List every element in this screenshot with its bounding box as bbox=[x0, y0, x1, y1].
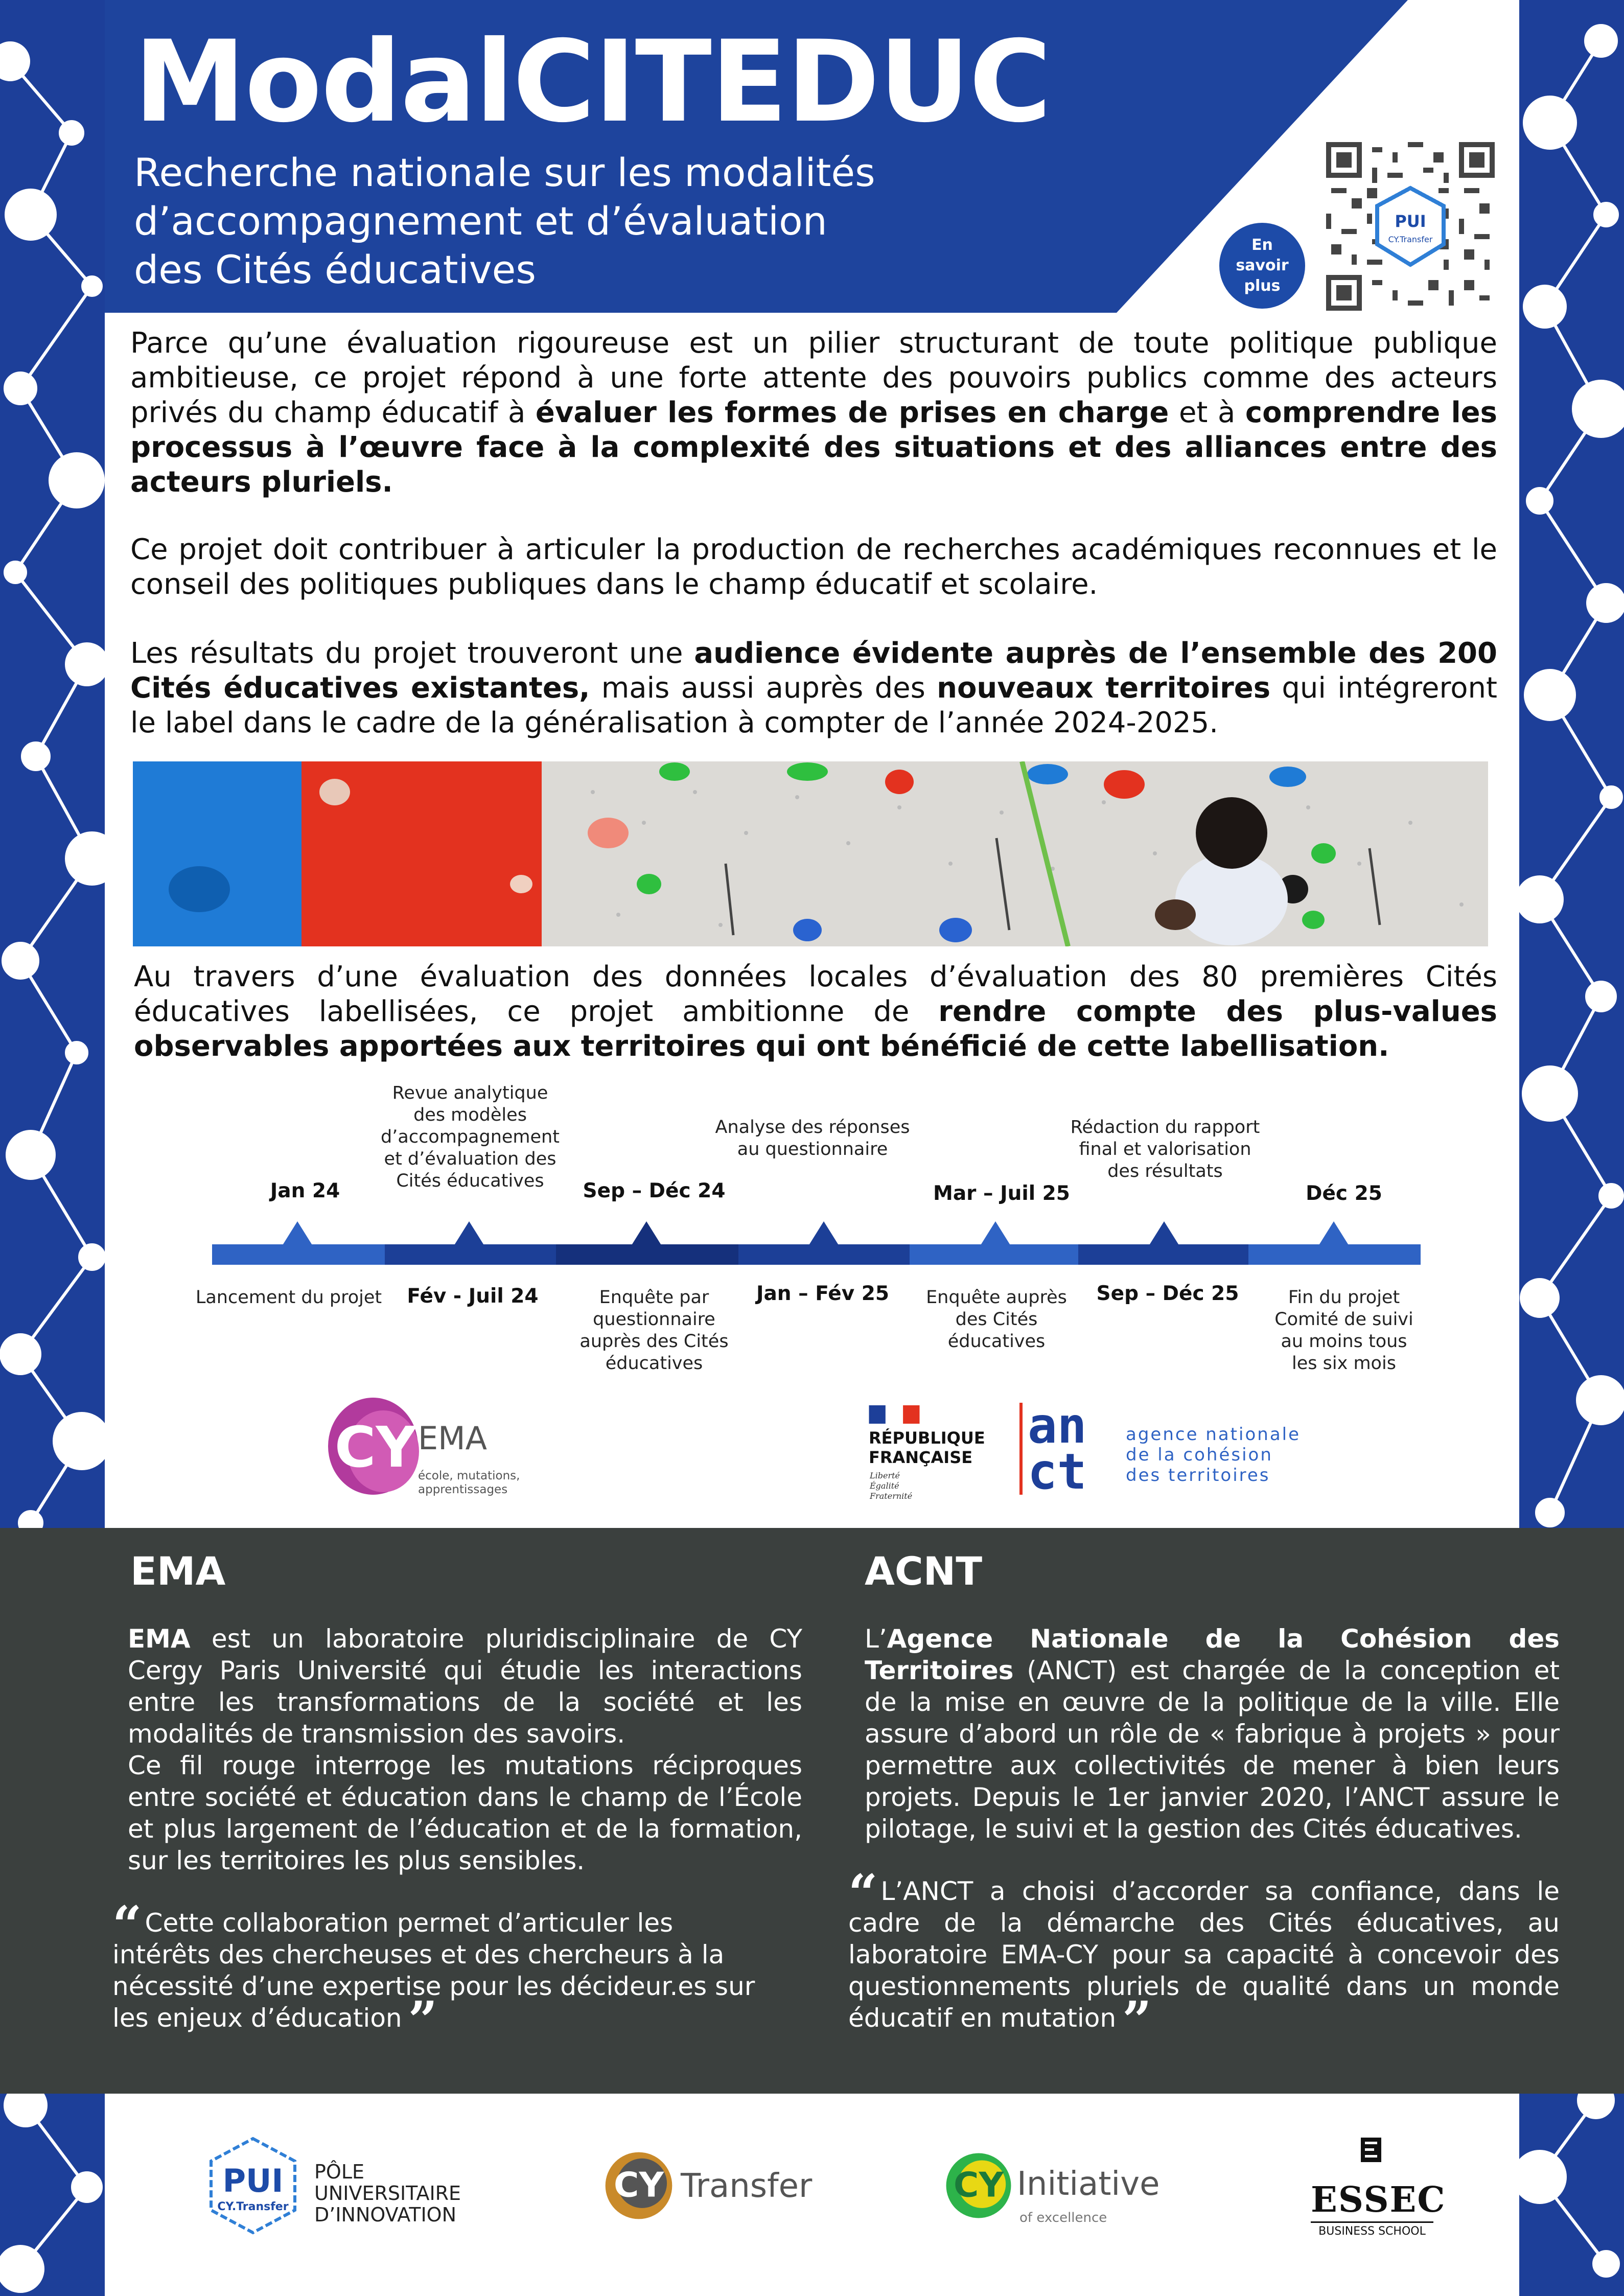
ema-name: EMA bbox=[128, 1624, 191, 1654]
text: mais aussi auprès des bbox=[590, 671, 937, 705]
cy-transfer-cy: CY bbox=[614, 2165, 664, 2205]
cy-initiative-logo[interactable] bbox=[943, 2150, 1178, 2247]
cy-initiative-cy: CY bbox=[954, 2165, 1004, 2205]
label-line: au moins tous bbox=[1281, 1331, 1407, 1352]
text: et à bbox=[1169, 396, 1245, 429]
timeline-label bbox=[904, 1287, 1088, 1353]
label-line: des modèles bbox=[413, 1105, 527, 1125]
essec-logo[interactable] bbox=[1301, 2135, 1444, 2257]
anct-name-line: de la cohésion bbox=[1126, 1445, 1273, 1465]
subtitle-line: des Cités éducatives bbox=[134, 247, 537, 292]
intro-paragraph-4 bbox=[134, 960, 1497, 1064]
ema-sub-line: école, mutations, bbox=[418, 1469, 520, 1482]
timeline-segment bbox=[1248, 1244, 1421, 1265]
pui-sub: CY.Transfer bbox=[217, 2200, 289, 2213]
timeline-label bbox=[685, 1117, 940, 1161]
timeline-label bbox=[184, 1287, 393, 1309]
timeline-segment bbox=[212, 1244, 385, 1265]
footer-logos bbox=[105, 2094, 1519, 2296]
close-quote-icon: ” bbox=[408, 1990, 438, 2050]
acnt-description bbox=[865, 1623, 1560, 1845]
qr-badge-pui: PUI bbox=[1395, 212, 1426, 231]
label-line: Comité de suivi bbox=[1274, 1309, 1413, 1330]
timeline-date: Jan – Fév 25 bbox=[756, 1282, 890, 1305]
timeline-date: Fév - Juil 24 bbox=[407, 1285, 539, 1308]
label-line: les six mois bbox=[1292, 1353, 1396, 1374]
learn-more-button[interactable] bbox=[1216, 220, 1308, 312]
label-line: Enquête par bbox=[599, 1287, 709, 1308]
essec-name: ESSEC bbox=[1311, 2179, 1446, 2220]
label-line: éducatives bbox=[947, 1331, 1046, 1352]
climbing-wall-image bbox=[133, 761, 1488, 946]
label-line: des résultats bbox=[1107, 1161, 1223, 1181]
timeline-date: Jan 24 bbox=[270, 1179, 340, 1202]
intro-paragraph-3 bbox=[130, 636, 1497, 740]
text: qui intégreront le label dans le cadre de la généralisation à compter de l’année 2024-2025. bbox=[130, 671, 1498, 739]
timeline-segment bbox=[385, 1244, 556, 1265]
anct-name: Agence Nationale de la Cohésion des Territoires bbox=[865, 1624, 1560, 1685]
text: est un laboratoire pluridisciplinaire de CY Cergy Paris Université qui étudie les interactions entre les transformations de la société et les modalités de transmission des savoirs. bbox=[128, 1624, 802, 1749]
republique-motto bbox=[870, 1471, 912, 1501]
intro-paragraph-2 bbox=[130, 532, 1497, 602]
acnt-quote bbox=[848, 1863, 1560, 2050]
label-line: Fin du projet bbox=[1288, 1287, 1400, 1308]
timeline-label bbox=[562, 1287, 746, 1375]
anct-mark-line: an bbox=[1028, 1397, 1087, 1454]
highlight-text: comprendre les processus à l’œuvre face à la complexité des situations et des alliances entre des acteurs pluriels. bbox=[130, 396, 1497, 499]
timeline-date: Sep – Déc 24 bbox=[583, 1179, 726, 1202]
label-line: Lancement du projet bbox=[195, 1287, 382, 1308]
timeline-marker bbox=[1318, 1221, 1349, 1246]
highlight-text: audience évidente auprès de l’ensemble des 200 Cités éducatives existantes, bbox=[130, 637, 1497, 705]
anct-logo[interactable] bbox=[1014, 1397, 1311, 1515]
motto-line: Égalité bbox=[870, 1481, 899, 1491]
page-subtitle bbox=[134, 148, 1003, 294]
motto-line: Fraternité bbox=[870, 1491, 913, 1501]
label-line: Cités éducatives bbox=[396, 1171, 544, 1191]
pui-cy-transfer-logo[interactable] bbox=[202, 2135, 478, 2257]
anct-name-line: agence nationale bbox=[1126, 1424, 1301, 1445]
qr-code[interactable] bbox=[1326, 142, 1495, 311]
ema-cy-logo[interactable] bbox=[327, 1395, 542, 1508]
text: Parce qu’une évaluation rigoureuse est un pilier structurant de toute politique publique ambitieuse, ce projet répond à une forte attente des pouvoirs publics comme des acteurs privés du champ éducatif à bbox=[130, 327, 1497, 429]
rf-line: FRANÇAISE bbox=[869, 1448, 973, 1467]
open-quote-icon: “ bbox=[112, 1895, 142, 1955]
timeline-segment bbox=[1078, 1244, 1248, 1265]
partners-section bbox=[0, 1528, 1624, 2094]
timeline-label bbox=[1252, 1287, 1436, 1375]
qr-code-icon bbox=[1326, 142, 1495, 311]
timeline-segment bbox=[910, 1244, 1078, 1265]
anct-logo-mark bbox=[1019, 1397, 1087, 1500]
label-line: Analyse des réponses bbox=[715, 1117, 910, 1138]
label-line: et d’évaluation des bbox=[384, 1149, 556, 1169]
text: Ce projet doit contribuer à articuler la production de recherches académiques reconnues et le conseil des politiques publiques dans le champ éducatif et scolaire. bbox=[130, 533, 1497, 601]
intro-paragraph-1 bbox=[130, 326, 1497, 500]
republique-francaise-logo[interactable] bbox=[869, 1405, 996, 1518]
label-line: final et valorisation bbox=[1079, 1139, 1251, 1159]
learn-more-label: plus bbox=[1244, 277, 1281, 295]
open-quote-icon: “ bbox=[848, 1863, 878, 1923]
republique-francaise-text bbox=[869, 1428, 985, 1467]
timeline-date: Mar – Juil 25 bbox=[933, 1182, 1070, 1205]
rf-line: RÉPUBLIQUE bbox=[869, 1428, 985, 1448]
anct-logo-name bbox=[1126, 1424, 1301, 1486]
pui-name bbox=[314, 2161, 461, 2225]
timeline-marker bbox=[980, 1221, 1011, 1246]
timeline-date: Sep – Déc 25 bbox=[1096, 1282, 1239, 1305]
pui-hexagon-icon bbox=[202, 2135, 304, 2237]
subtitle-line: d’accompagnement et d’évaluation bbox=[134, 198, 827, 244]
timeline-marker bbox=[454, 1221, 484, 1246]
qr-badge-sub: CY.Transfer bbox=[1388, 235, 1433, 244]
climbing-wall-photo bbox=[133, 761, 1488, 946]
text: Les résultats du projet trouveront une bbox=[130, 637, 694, 670]
timeline-label bbox=[358, 1082, 583, 1192]
cy-initiative-mark bbox=[943, 2150, 1014, 2221]
ema-logo-cy: CY bbox=[334, 1414, 417, 1480]
text: Ce fil rouge interroge les mutations réciproques entre société et éducation dans le champ de l’École et plus largement de l’éducation et de la formation, sur les territoires les plus sensibles. bbox=[128, 1751, 802, 1875]
anct-mark-line: ct bbox=[1028, 1443, 1087, 1500]
text: L’ bbox=[865, 1624, 887, 1654]
cy-transfer-logo[interactable] bbox=[603, 2150, 823, 2242]
page-title: ModalCITEDUC bbox=[134, 16, 1051, 147]
quote-text: Cette collaboration permet d’articuler les intérêts des chercheuses et des chercheurs à la nécessité d’une expertise pour les décideur.es sur les enjeux d’éducation bbox=[112, 1908, 755, 2033]
text: Au travers d’une évaluation des données locales d’évaluation des 80 premières Cités éducatives labellisées, ce projet ambitionne de bbox=[134, 960, 1497, 1028]
timeline-date: Déc 25 bbox=[1306, 1182, 1382, 1205]
timeline-label bbox=[1037, 1117, 1293, 1182]
pui-name-line: PÔLE bbox=[314, 2161, 365, 2183]
learn-more-label: savoir bbox=[1236, 257, 1289, 274]
pui-name-line: D’INNOVATION bbox=[314, 2204, 457, 2226]
timeline-segment bbox=[556, 1244, 738, 1265]
ema-sub-line: apprentissages bbox=[418, 1483, 508, 1496]
essec-sub: BUSINESS SCHOOL bbox=[1311, 2221, 1433, 2238]
label-line: Rédaction du rapport bbox=[1070, 1117, 1260, 1138]
label-line: auprès des Cités bbox=[579, 1331, 729, 1352]
label-line: des Cités bbox=[955, 1309, 1038, 1330]
label-line: Enquête auprès bbox=[926, 1287, 1067, 1308]
cy-initiative-sub: of excellence bbox=[1019, 2210, 1107, 2225]
motto-line: Liberté bbox=[870, 1471, 900, 1480]
cy-transfer-mark bbox=[603, 2150, 675, 2221]
anct-name-line: des territoires bbox=[1126, 1465, 1270, 1486]
ema-logo-subtitle bbox=[418, 1469, 520, 1497]
text: (ANCT) est chargée de la conception et de la mise en œuvre de la politique de la ville. Elle assure d’abord un rôle de « fabrique à projets » pour permettre aux collectivités de mener à bien leurs projets. Depuis le 1er janvier 2020, l’ANCT assure le pilotage, le suivi et la gestion des Cités éducatives. bbox=[865, 1656, 1560, 1844]
acnt-heading: ACNT bbox=[865, 1548, 983, 1594]
label-line: éducatives bbox=[605, 1353, 703, 1374]
ema-logo-name: EMA bbox=[418, 1420, 488, 1457]
learn-more-label: En bbox=[1251, 236, 1273, 254]
pui-short: PUI bbox=[222, 2162, 284, 2199]
label-line: au questionnaire bbox=[737, 1139, 888, 1159]
french-flag-icon bbox=[869, 1405, 920, 1424]
ema-heading: EMA bbox=[130, 1548, 226, 1594]
quote-text: L’ANCT a choisi d’accorder sa confiance, dans le cadre de la démarche des Cités éducatives, au laboratoire EMA-CY pour sa capacité à concevoir des questionnements pluriels de qualité dans un monde éducatif en mutation bbox=[848, 1876, 1560, 2033]
label-line: questionnaire bbox=[593, 1309, 715, 1330]
cy-initiative-name: Initiative bbox=[1017, 2165, 1160, 2203]
highlight-text: nouveaux territoires bbox=[937, 671, 1271, 705]
cy-transfer-name: Transfer bbox=[681, 2167, 813, 2205]
pui-name-line: UNIVERSITAIRE bbox=[314, 2182, 461, 2205]
ema-description bbox=[128, 1623, 802, 1876]
timeline-marker bbox=[1149, 1221, 1179, 1246]
timeline-marker bbox=[631, 1221, 662, 1246]
timeline-marker bbox=[282, 1221, 313, 1246]
timeline-segment bbox=[738, 1244, 910, 1265]
highlight-text: évaluer les formes de prises en charge bbox=[535, 396, 1169, 429]
label-line: Revue analytique bbox=[392, 1083, 548, 1103]
ema-quote bbox=[112, 1895, 772, 2050]
timeline-marker bbox=[808, 1221, 839, 1246]
essec-emblem-icon bbox=[1356, 2135, 1386, 2165]
subtitle-line: Recherche nationale sur les modalités bbox=[134, 150, 875, 195]
highlight-text: rendre compte des plus-values observables apportées aux territoires qui ont bénéficié de cette labellisation. bbox=[134, 995, 1498, 1063]
close-quote-icon: ” bbox=[1122, 1990, 1152, 2050]
label-line: d’accompagnement bbox=[381, 1127, 560, 1147]
